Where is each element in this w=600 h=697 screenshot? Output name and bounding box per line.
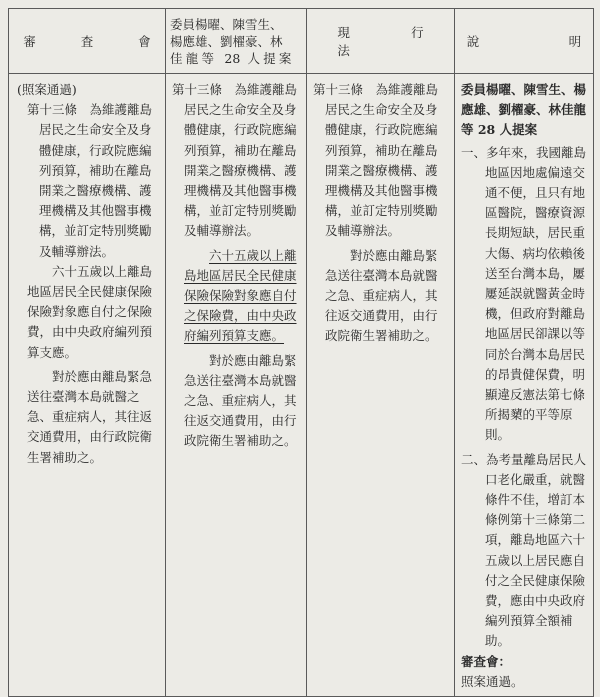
proposal-paragraph-3: 對於應由離島緊急送往臺灣本島就醫之急、重症病人，其往返交通費用，由行政院衛生署補助之。 xyxy=(184,352,297,449)
header-proposal-line-2: 楊應雄、劉櫂豪、林 xyxy=(170,33,283,49)
header-current-law: 現 行 法 xyxy=(307,9,455,74)
header-row xyxy=(9,9,594,74)
review-article: 第十三條 為維護離島居民之生命安全及身體健康，行政院應編列預算，補助在離島開業之醫療機構、護理機構及其他醫事機構，並訂定特別獎勵及輔導辦法。 xyxy=(27,102,153,259)
header-proposal-line-1: 委員楊曜、陳雪生、 xyxy=(170,16,283,32)
current-paragraph-2: 對於應由離島緊急送往臺灣本島就醫之急、重症病人，其往返交通費用，由行政院衛生署補助之。 xyxy=(325,247,438,344)
review-cell xyxy=(9,74,166,697)
explanation-review-result: 照案通過。 xyxy=(461,673,524,689)
current-law-cell xyxy=(307,74,455,697)
proposal-paragraph-2-new: 六十五歲以上離島地區居民全民健康保險保險對象應自付之保險費，由中央政府編列預算支應。 xyxy=(184,247,297,344)
review-paragraph-2: 六十五歲以上離島地區居民全民健康保險保險對象應自付之保險費，由中央政府編列預算支應。 xyxy=(27,263,153,360)
proposal-article: 第十三條 為維護離島居民之生命安全及身體健康，行政院應編列預算，補助在離島開業之醫療機構、護理機構及其他醫事機構，並訂定特別獎勵及輔導辦法。 xyxy=(172,82,298,239)
proposal-cell xyxy=(166,74,307,697)
header-review: 審 査 會 xyxy=(9,9,166,74)
current-article: 第十三條 為維護離島居民之生命安全及身體健康，行政院應編列預算，補助在離島開業之醫療機構、護理機構及其他醫事機構，並訂定特別獎勵及輔導辦法。 xyxy=(313,82,439,239)
header-explanation: 說 明 xyxy=(455,9,594,74)
explanation-cell xyxy=(455,74,594,697)
header-proposal-line-3: 佳龍等 28 人提案 xyxy=(170,50,292,66)
explanation-heading: 委員楊曜、陳雪生、楊應雄、劉櫂豪、林佳龍等 28 人提案 xyxy=(461,82,587,138)
review-note: (照案通過) xyxy=(17,82,77,97)
explanation-item-1: 一、多年來，我國離島地區因地處偏遠交通不便，且只有地區醫院，醫療資源長期短缺，居民重大傷、病均依賴後送至台灣本島，屢屢延誤就醫黃金時機，但政府對離島地區居民卻課以等同於台灣本島居民的昂貴健保費，明顯違反憲法第七條所揭櫫的平等原則。 xyxy=(461,144,587,443)
comparison-table xyxy=(8,8,594,697)
explanation-review-label: 審查會： xyxy=(461,653,512,669)
content-row xyxy=(9,74,594,697)
explanation-item-2: 二、為考量離島居民人口老化嚴重，就醫條件不佳，增訂本條例第十三條第二項，離島地區六十五歲以上居民應自付之全民健康保險費，應由中央政府編列預算全額補助。 xyxy=(461,451,587,649)
review-paragraph-3: 對於應由離島緊急送往臺灣本島就醫之急、重症病人，其往返交通費用，由行政院衛生署補助之。 xyxy=(27,368,153,465)
header-proposal xyxy=(166,9,307,74)
